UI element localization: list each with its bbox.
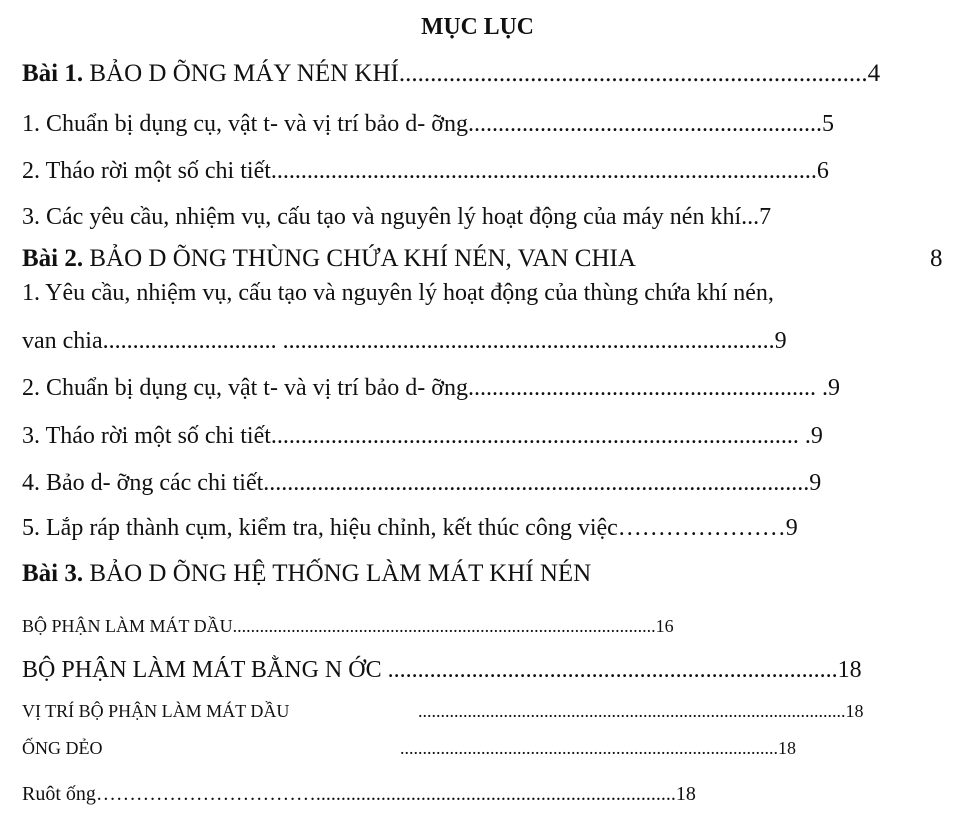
toc-page-leader: ...............................................................................................18 xyxy=(418,701,864,721)
toc-entry: 2. Chuẩn bị dụng cụ, vật t- và vị trí bảo d- ỡng.......................................................... .9 xyxy=(22,375,840,401)
toc-lesson-2 xyxy=(22,245,636,273)
toc-entry: BỘ PHẬN LÀM MÁT BẰNG N ỚC ...........................................................................18 xyxy=(22,657,862,683)
toc-entry: 4. Bảo d- ỡng các chi tiết...........................................................................................9 xyxy=(22,470,822,496)
toc-entry: 1. Chuẩn bị dụng cụ, vật t- và vị trí bảo d- ỡng...........................................................5 xyxy=(22,111,834,137)
toc-page-leader: ....................................................................................18 xyxy=(400,738,796,758)
toc-lesson-3 xyxy=(22,560,591,588)
toc-entry-text: BẢO D ÕNG MÁY NÉN KHÍ...........................................................................4 xyxy=(83,60,881,87)
toc-entry: Ruôt ống……………………………........................................................................18 xyxy=(22,783,696,805)
toc-entry: 2. Tháo rời một số chi tiết...........................................................................................6 xyxy=(22,158,829,184)
toc-entry-text: BẢO D ÕNG HỆ THỐNG LÀM MÁT KHÍ NÉN xyxy=(83,560,592,587)
toc-entry: VỊ TRÍ BỘ PHẬN LÀM MÁT DẦU xyxy=(22,701,290,721)
toc-entry: 1. Yêu cầu, nhiệm vụ, cấu tạo và nguyên lý hoạt động của thùng chứa khí nén, xyxy=(22,280,774,306)
page-title: MỤC LỤC xyxy=(421,14,534,40)
toc-entry: 3. Tháo rời một số chi tiết........................................................................................ .9 xyxy=(22,423,823,449)
toc-entry: van chia............................. ..................................................................................9 xyxy=(22,328,787,354)
toc-entry-text: BẢO D ÕNG THÙNG CHỨA KHÍ NÉN, VAN CHIA xyxy=(83,245,636,272)
toc-lesson-1 xyxy=(22,60,952,88)
toc-entry: ỐNG DẺO xyxy=(22,738,103,758)
toc-entry: BỘ PHẬN LÀM MÁT DẦU..............................................................................................16 xyxy=(22,616,674,636)
lesson-number: Bài 1. xyxy=(22,60,84,87)
toc-entry: 5. Lắp ráp thành cụm, kiểm tra, hiệu chỉnh, kết thúc công việc…………………9 xyxy=(22,515,798,541)
toc-entry: 3. Các yêu cầu, nhiệm vụ, cấu tạo và nguyên lý hoạt động của máy nén khí...7 xyxy=(22,204,772,230)
lesson-number: Bài 3. xyxy=(22,560,84,587)
lesson-number: Bài 2. xyxy=(22,245,84,272)
toc-page-number: 8 xyxy=(930,245,943,272)
